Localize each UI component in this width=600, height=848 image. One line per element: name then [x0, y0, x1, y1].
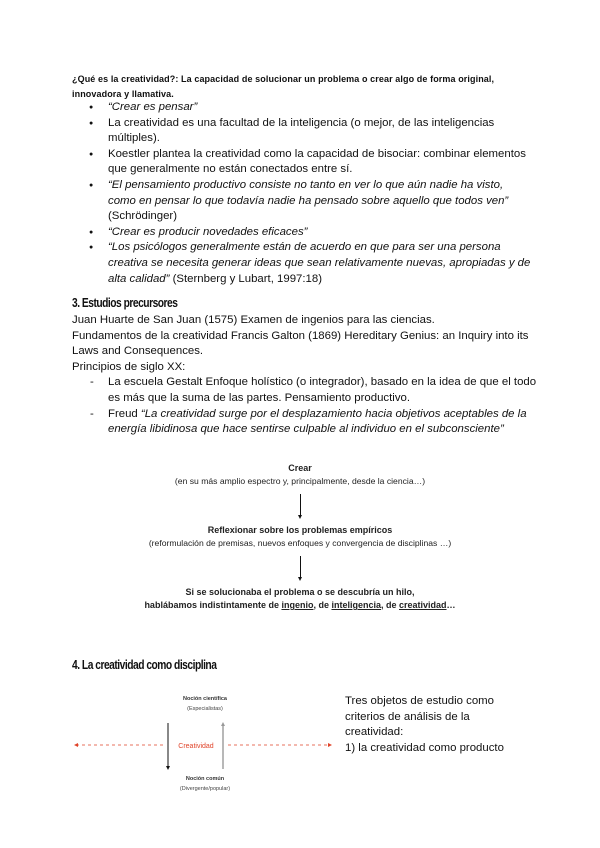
bottom-notion-label: [145, 774, 265, 794]
creativity-axis-diagram: [60, 690, 340, 800]
item-text: Koestler plantea la creatividad como la capacidad de bisociar: combinar elementos que generalmente no están conectados entre sí.: [108, 147, 526, 176]
paragraph: Fundamentos de la creatividad Francis Galton (1869) Hereditary Genius: an Inquiry into its Laws and Consequences.: [72, 329, 529, 358]
center-label: Creatividad: [178, 743, 214, 750]
label-subtitle: (Especialistas): [187, 706, 223, 712]
intro-question: ¿Qué es la creatividad?: La capacidad de solucionar un problema o crear algo de forma original, innovadora y llamativa.: [72, 74, 495, 99]
flow-step-1-title: Crear: [288, 463, 312, 473]
flow-step-3-line-1: Si se solucionaba el problema o se descubría un hilo,: [185, 587, 415, 597]
text: …: [446, 600, 456, 610]
quote-text: “La creatividad surge por el desplazamiento hacia objetivos aceptables de la energía libidinosa que hace sentirse culpable al individuo en el subconsciente”: [108, 407, 527, 436]
item-text: Freud: [108, 407, 141, 420]
arrow-down-icon: [300, 556, 301, 578]
section-3-heading: 3. Estudios precursores: [72, 296, 178, 310]
list-item: [72, 116, 532, 147]
term-ingenio: ingenio: [281, 600, 314, 610]
citation: (Sternberg y Lubart, 1997:18): [169, 272, 323, 285]
term-inteligencia: inteligencia: [331, 600, 381, 610]
citation: (Schrödinger): [108, 210, 178, 223]
paragraph: Principios de siglo XX:: [72, 360, 186, 373]
text: , de: [381, 600, 400, 610]
definitions-list: [72, 100, 532, 287]
list-item: [72, 100, 532, 116]
list-item: [72, 225, 532, 241]
list-item: [72, 407, 542, 438]
paragraph: 1) la creatividad como producto: [345, 741, 504, 754]
section-4-heading: 4. La creatividad como disciplina: [72, 658, 217, 672]
arrow-left-icon: [74, 743, 78, 747]
precursors-list: [72, 375, 542, 437]
text: hablábamos indistintamente de: [144, 600, 282, 610]
study-objects-text: [345, 694, 515, 756]
arrow-right-icon: [328, 743, 332, 747]
flow-step-2-title: Reflexionar sobre los problemas empíricos: [207, 525, 393, 535]
creation-flow-diagram: [100, 462, 500, 612]
label-subtitle: (Divergente/popular): [179, 786, 231, 792]
quote-text: “Los psicólogos generalmente están de acuerdo en que para ser una persona creativa se necesita generar ideas que sean relativamente nuevas, apropiadas y de alta calidad”: [108, 241, 531, 285]
list-item: [72, 240, 532, 287]
label-title: Noción científica: [182, 696, 227, 702]
flow-step-3-line-2: [100, 599, 500, 612]
paragraph: Tres objetos de estudio como criterios de análisis de la creatividad:: [345, 695, 495, 739]
item-text: La creatividad es una facultad de la inteligencia (o mejor, de las inteligencias múltiples).: [108, 116, 495, 145]
list-item: [72, 178, 532, 225]
flow-step-1-subtitle: (en su más amplio espectro y, principalmente, desde la ciencia…): [174, 476, 426, 486]
quote-text: “Crear es pensar”: [108, 101, 198, 113]
list-item: [72, 147, 532, 178]
label-title: Noción común: [185, 776, 225, 782]
text: , de: [313, 600, 332, 610]
arrow-down-icon: [300, 494, 301, 516]
flow-step-2-subtitle: (reformulación de premisas, nuevos enfoques y convergencia de disciplinas …): [148, 538, 452, 548]
term-creatividad: creatividad: [399, 600, 447, 610]
list-item: [72, 375, 542, 406]
paragraph: Juan Huarte de San Juan (1575) Examen de ingenios para las ciencias.: [72, 314, 435, 326]
quote-text: “El pensamiento productivo consiste no tanto en ver lo que aún nadie ha visto, como en pensar lo que todavía nadie ha pensado sobre aquello que todos ven”: [108, 178, 509, 207]
arrow-up-icon: [221, 722, 225, 726]
arrow-down-icon: [166, 766, 170, 770]
section-3-body: [72, 313, 542, 438]
quote-text: “Crear es producir novedades eficaces”: [108, 225, 308, 238]
item-text: La escuela Gestalt Enfoque holístico (o integrador), basado en la idea de que el todo es más que la suma de las partes. Pensamiento productivo.: [108, 376, 537, 404]
